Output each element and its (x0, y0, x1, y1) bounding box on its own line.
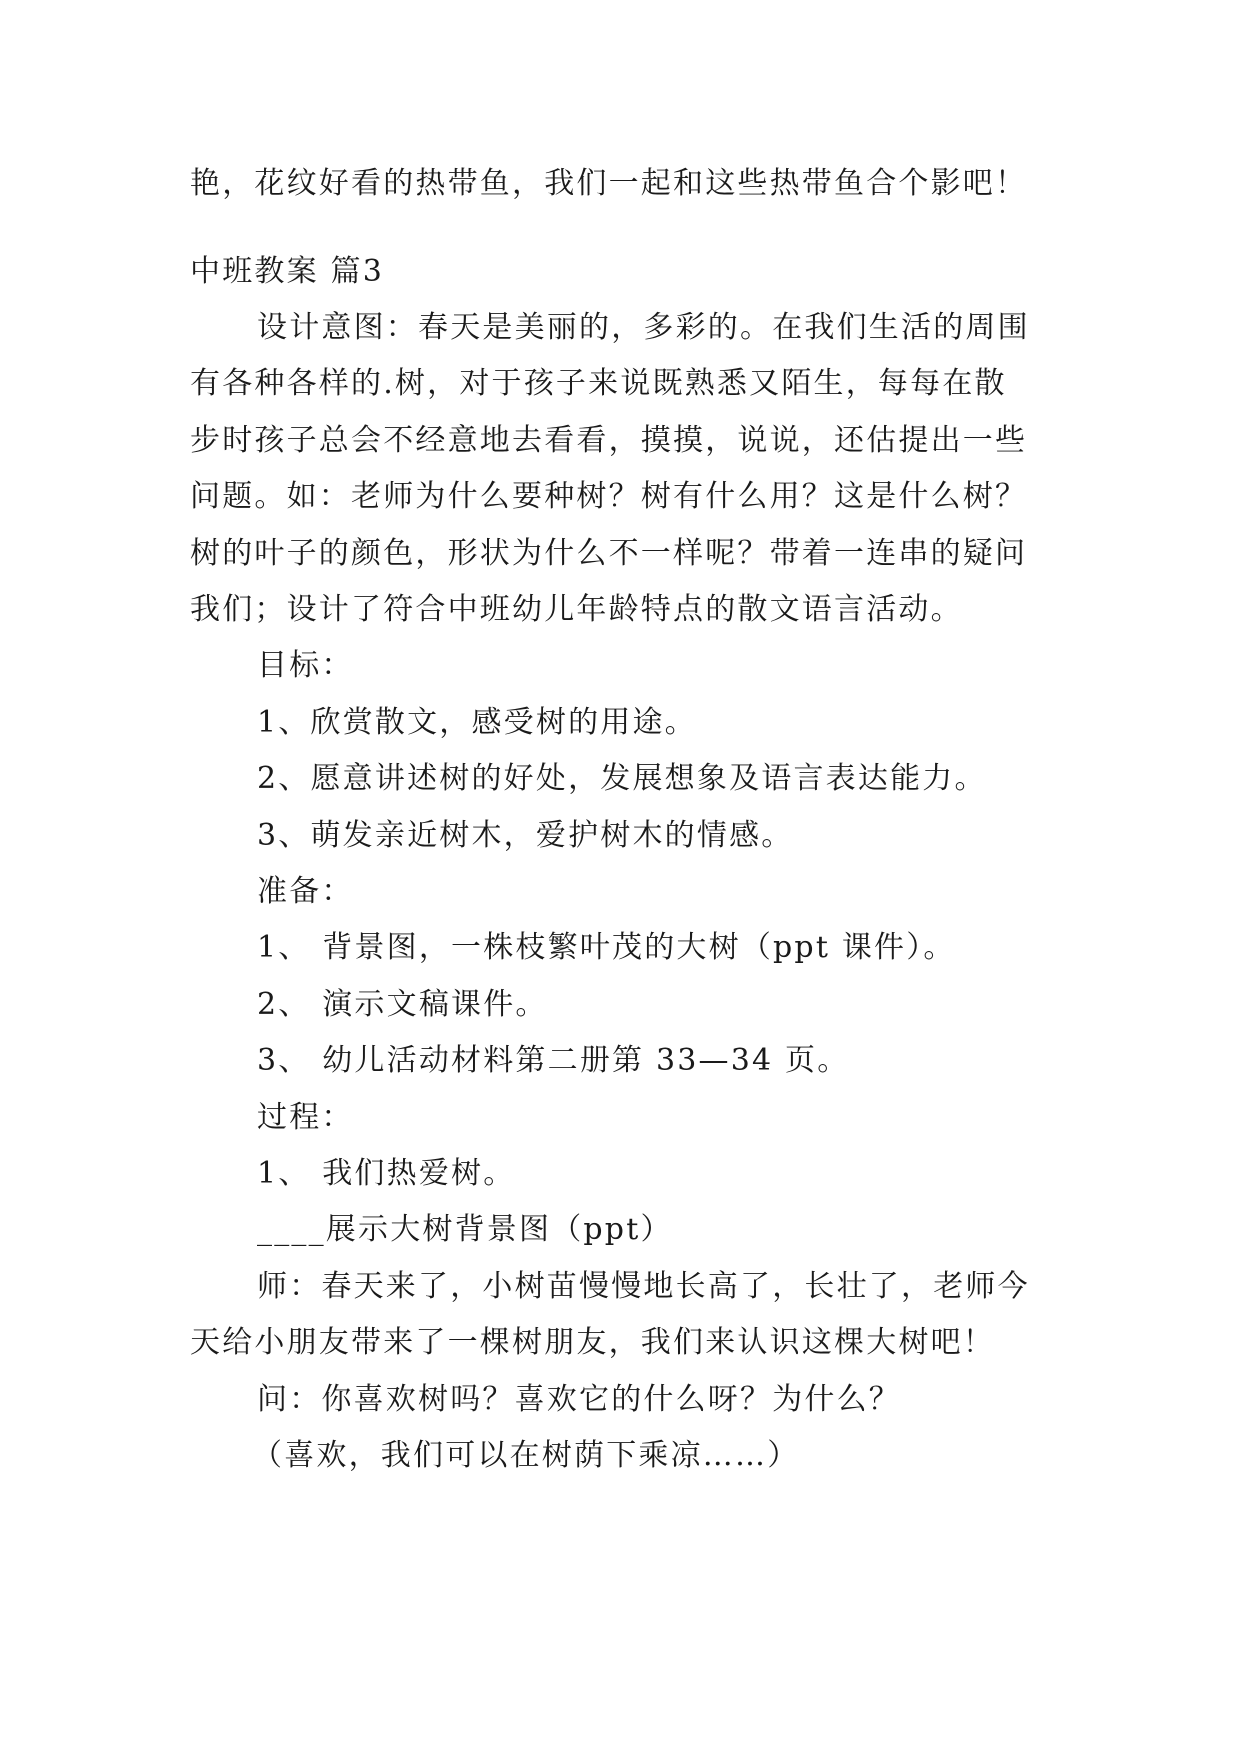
text-line: ____展示大树背景图（ppt） (257, 1212, 673, 1247)
list-item: 2、愿意讲述树的好处，发展想象及语言表达能力。 (257, 761, 987, 796)
list-item: 1、欣赏散文，感受树的用途。 (257, 705, 697, 740)
text-line: 问：你喜欢树吗？喜欢它的什么呀？为什么？ (257, 1382, 901, 1417)
list-item: 1、 背景图，一株枝繁叶茂的大树（ppt 课件）。 (257, 930, 956, 965)
text-line: 设计意图：春天是美丽的，多彩的。在我们生活的周围 (257, 310, 1030, 345)
section-heading: 中班教案 篇3 (190, 254, 385, 289)
text-line: （喜欢，我们可以在树荫下乘凉……） (252, 1438, 800, 1473)
text-line: 问题。如：老师为什么要种树？树有什么用？这是什么树？ (190, 479, 1028, 514)
text-line: 艳，花纹好看的热带鱼，我们一起和这些热带鱼合个影吧！ (190, 166, 1028, 201)
text-line: 有各种各样的.树，对于孩子来说既熟悉又陌生，每每在散 (190, 366, 1007, 401)
list-item: 3、萌发亲近树木，爱护树木的情感。 (257, 818, 794, 853)
text-line: 天给小朋友带来了一棵树朋友，我们来认识这棵大树吧！ (190, 1325, 995, 1360)
subheading-preparation: 准备： (257, 874, 354, 909)
text-line: 我们；设计了符合中班幼儿年龄特点的散文语言活动。 (190, 592, 963, 627)
text-line: 师：春天来了，小树苗慢慢地长高了，长壮了，老师今 (257, 1269, 1030, 1304)
subheading-process: 过程： (257, 1100, 354, 1135)
list-item: 1、 我们热爱树。 (257, 1156, 516, 1191)
text-line: 步时孩子总会不经意地去看看，摸摸，说说，还估提出一些 (190, 423, 1028, 458)
list-item: 2、 演示文稿课件。 (257, 987, 548, 1022)
text-line: 树的叶子的颜色，形状为什么不一样呢？带着一连串的疑问 (190, 536, 1028, 571)
list-item: 3、 幼儿活动材料第二册第 33—34 页。 (257, 1043, 850, 1078)
subheading-goals: 目标： (257, 648, 354, 683)
